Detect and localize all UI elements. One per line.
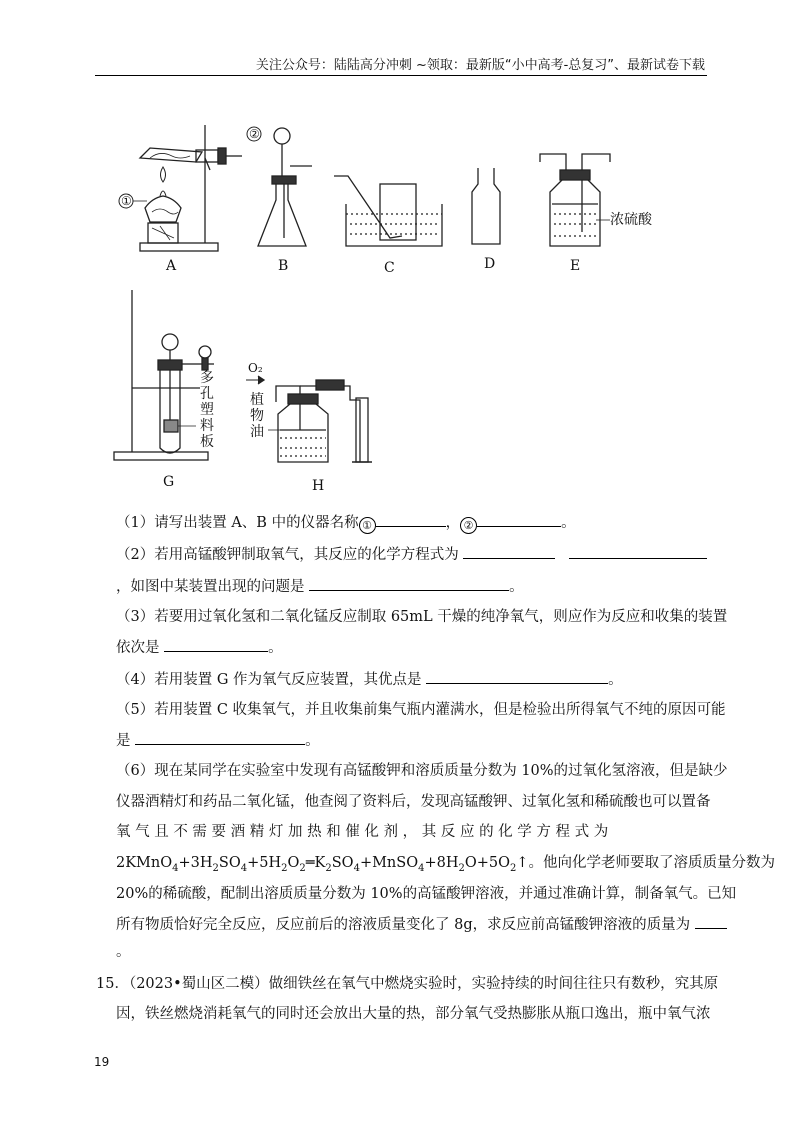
label-g-char-4: 板	[200, 434, 214, 450]
q2-blank-3[interactable]	[309, 576, 509, 591]
q6-line6: 所有物质恰好完全反应，反应前后的溶液质量变化了 8g，求反应前高锰酸钾溶液的质量为	[116, 917, 691, 933]
q2-blank-2[interactable]	[569, 544, 707, 559]
eq-part-k: ↑。他向化学老师要取了溶质质量分数为	[516, 855, 776, 871]
page-header: 关注公众号：陆陆高分冲刺 ~领取：最新版“小中高考-总复习”、最新试卷下载	[255, 58, 705, 73]
q2-line1: （2）若用高锰酸钾制取氧气，其反应的化学方程式为	[116, 547, 459, 563]
q4-end: 。	[608, 672, 623, 688]
q2-end: 。	[509, 579, 524, 595]
label-b: B	[278, 258, 289, 274]
label-h-oil	[250, 391, 264, 440]
question-5-line-1: （5）若用装置 C 收集氧气，并且收集前集气瓶内灌满水，但是检验出所得氧气不纯的原因可能	[116, 702, 726, 718]
label-h: H	[312, 478, 325, 494]
apparatus-c	[334, 176, 442, 246]
label-d: D	[484, 256, 496, 272]
eq-part-i: +8H	[424, 855, 459, 871]
q5-blank[interactable]	[135, 730, 305, 745]
q1-blank-2[interactable]	[477, 512, 561, 527]
label-h-char-2: 油	[250, 424, 264, 440]
eq-sub-1: 4	[172, 862, 179, 874]
eq-part-h: +MnSO	[359, 855, 419, 871]
question-6-line-7: 。	[116, 944, 131, 960]
q2-line2: ，如图中某装置出现的问题是	[116, 579, 305, 595]
eq-sub-10: 2	[510, 862, 517, 874]
eq-part-c: SO	[218, 855, 241, 871]
question-6-equation	[116, 853, 775, 879]
apparatus-g	[114, 290, 214, 460]
q3-blank[interactable]	[164, 637, 268, 652]
eq-sub-6: 2	[325, 862, 332, 874]
eq-part-a: 2KMnO	[116, 855, 173, 871]
eq-sub-4: 2	[281, 862, 288, 874]
eq-sub-2: 2	[212, 862, 219, 874]
label-c: C	[384, 260, 395, 276]
label-g-char-3: 料	[200, 418, 214, 434]
label-e: E	[570, 258, 581, 274]
label-h-char-0: 植	[250, 392, 264, 408]
q1-end: 。	[561, 515, 576, 531]
q6-blank[interactable]	[695, 914, 727, 929]
eq-part-f: ═K	[305, 855, 326, 871]
label-g-char-2: 塑	[200, 402, 214, 418]
page-number: 19	[94, 1055, 110, 1069]
question-3-line-1: （3）若要用过氧化氢和二氧化锰反应制取 65mL 干燥的纯净氧气，则应作为反应和收集的装置	[116, 609, 728, 625]
q4-text: （4）若用装置 G 作为氧气反应装置，其优点是	[116, 672, 422, 688]
question-6-line-3: 氧 气 且 不 需 要 酒 精 灯 加 热 和 催 化 剂 ， 其 反 应 的 化 学 方 程 式 为	[116, 824, 609, 840]
eq-sub-3: 4	[240, 862, 248, 874]
question-2-line-1	[116, 544, 707, 565]
q4-blank[interactable]	[426, 669, 608, 684]
label-h-o2: O₂	[248, 361, 263, 375]
marker-1: ①	[121, 194, 132, 208]
q5-end: 。	[305, 733, 320, 749]
question-6-line-1: （6）现在某同学在实验室中发现有高锰酸钾和溶质质量分数为 10%的过氧化氢溶液，但是缺少	[116, 763, 728, 779]
apparatus-b	[247, 127, 312, 246]
q1-circle-1: ①	[359, 517, 376, 534]
label-e-acid: 浓硫酸	[610, 212, 652, 228]
label-g-porous-board	[200, 370, 214, 450]
marker-2: ②	[249, 127, 260, 141]
q1-text: （1）请写出装置 A、B 中的仪器名称	[116, 515, 359, 531]
label-a: A	[166, 258, 177, 274]
question-15-line-2: 因，铁丝燃烧消耗氧气的同时还会放出大量的热，部分氧气受热膨胀从瓶口逸出，瓶中氧气浓	[116, 1006, 711, 1022]
q5-line2: 是	[116, 733, 131, 749]
label-g-char-0: 多	[200, 370, 214, 386]
apparatus-a	[119, 125, 242, 251]
eq-sub-7: 4	[353, 862, 360, 874]
question-3-line-2	[116, 637, 283, 658]
question-6-line-2: 仪器酒精灯和药品二氧化锰，他查阅了资料后，发现高锰酸钾、过氧化氢和稀硫酸也可以置备	[116, 794, 711, 810]
q3-line2: 依次是	[116, 640, 160, 656]
eq-part-j: O+5O	[464, 855, 511, 871]
label-h-char-1: 物	[250, 408, 264, 424]
eq-part-e: O	[287, 855, 300, 871]
eq-part-g: SO	[331, 855, 354, 871]
eq-sub-5: 2	[299, 862, 306, 874]
question-4	[116, 669, 623, 690]
question-6-line-5: 20%的稀硫酸，配制出溶质质量分数为 10%的高锰酸钾溶液，并通过准确计算，制备氧气。已知	[116, 886, 737, 902]
question-1	[116, 512, 576, 534]
question-2-line-2	[116, 576, 524, 597]
question-15-line-1: 15．（2023•蜀山区二模）做细铁丝在氧气中燃烧实验时，实验持续的时间往往只有数秒，究其原	[96, 976, 719, 992]
label-g-char-1: 孔	[200, 386, 214, 402]
eq-part-d: +5H	[247, 855, 282, 871]
q1-blank-1[interactable]	[376, 512, 446, 527]
apparatus-h	[246, 376, 372, 462]
eq-sub-8: 4	[418, 862, 425, 874]
question-6-line-6	[116, 914, 727, 935]
label-g: G	[163, 474, 175, 490]
q3-end: 。	[268, 640, 283, 656]
q2-blank-1[interactable]	[463, 544, 555, 559]
eq-part-b: +3H	[178, 855, 213, 871]
apparatus-d	[472, 168, 500, 244]
q1-circle-2: ②	[460, 517, 477, 534]
q1-sep: ，	[445, 515, 461, 531]
question-5-line-2	[116, 730, 320, 751]
apparatus-figure	[0, 0, 800, 500]
apparatus-e	[540, 154, 610, 246]
eq-sub-9: 2	[458, 862, 465, 874]
